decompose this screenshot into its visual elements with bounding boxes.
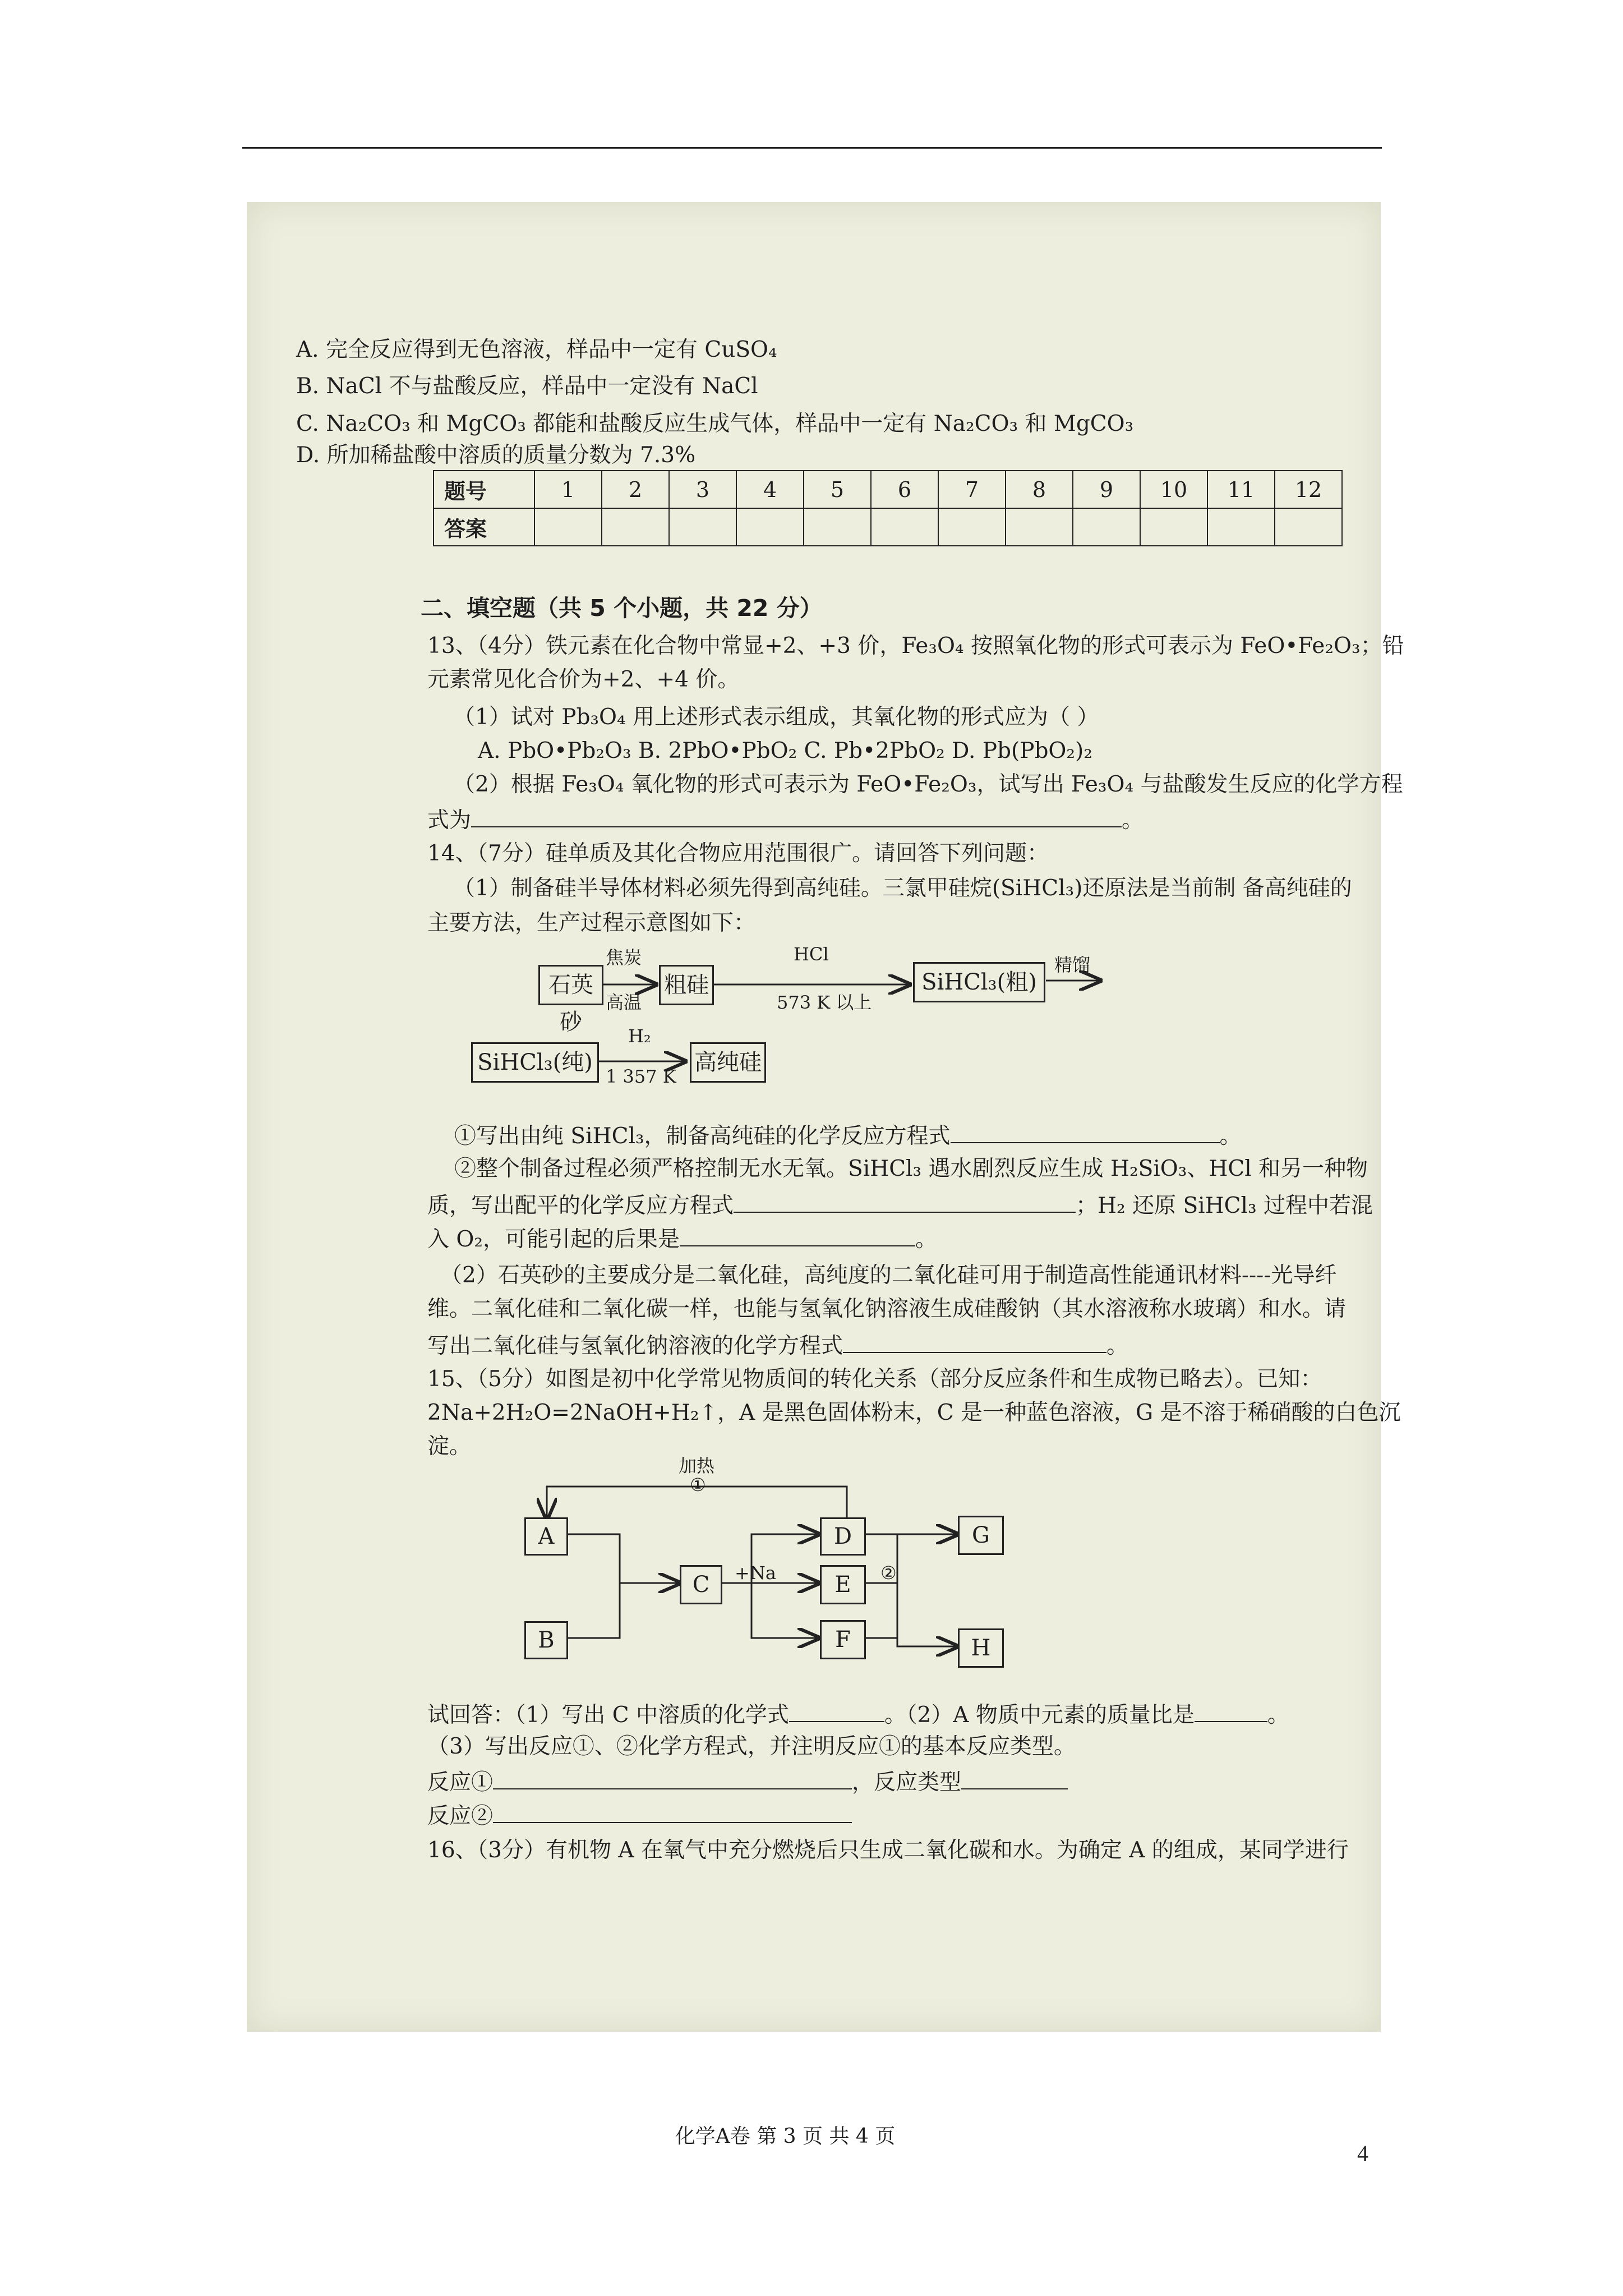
answer-blank[interactable] [1195,1700,1267,1722]
answer-table-number: 11 [1207,471,1275,508]
flow-box-sihcl3-pure: SiHCl₃(纯) [471,1042,599,1083]
period: 。 [1106,1333,1129,1359]
answer-blank[interactable] [493,1801,852,1823]
label-plus-na: +Na [735,1562,776,1584]
answer-table-number: 12 [1275,471,1342,508]
label-reaction-1: ① [690,1474,706,1496]
flow-label-hcl: HCl [794,944,829,965]
answer-table-number: 7 [938,471,1006,508]
answer-blank[interactable] [493,1767,852,1789]
q13-line1: 13、（4分）铁元素在化合物中常显+2、+3 价，Fe₃O₄ 按照氧化物的形式可表示为 FeO•Fe₂O₃；铅 [427,633,1404,659]
answer-table-number: 4 [736,471,804,508]
q15-r2-label: 反应② [427,1803,494,1829]
period: 。 [1267,1703,1289,1728]
period: 。 [1219,1124,1242,1149]
q15-ask1 [427,1700,1289,1729]
flow-box-crude-silicon: 粗硅 [659,965,714,1005]
flow-box-quartz-sand: 石英砂 [538,965,603,1005]
answer-table-number: 9 [1073,471,1140,508]
q13-line2: 元素常见化合价为+2、+4 价。 [427,667,740,692]
flow-label-high-temp: 高温 [606,992,642,1013]
scan-footer: 化学A卷 第 3 页 共 4 页 [675,2125,896,2148]
q15-line2: 2Na+2H₂O=2NaOH+H₂↑，A 是黑色固体粉末，C 是一种蓝色溶液，G 是不溶于稀硝酸的白色沉 [427,1400,1401,1425]
answer-table-number: 1 [534,471,602,508]
answer-table-number: 2 [602,471,669,508]
q14-sub2b: 维。二氧化硅和二氧化碳一样，也能与氢氧化钠溶液生成硅酸钠（其水溶液称水玻璃）和水。请 [427,1296,1347,1322]
answer-table-number: 8 [1006,471,1073,508]
q13-sub1: （1）试对 Pb₃O₄ 用上述形式表示组成，其氧化物的形式应为（ ） [453,705,1099,730]
q15-r1-label: 反应① [427,1770,494,1795]
q15-line3: 淀。 [427,1434,472,1459]
q14-sub1: （1）制备硅半导体材料必须先得到高纯硅。三氯甲硅烷(SiHCl₃)还原法是当前制 备高纯硅的 [453,876,1352,901]
q15-ask1b-text: 。（2）A 物质中元素的质量比是 [884,1703,1195,1728]
answer-table-header-label: 题号 [434,471,534,508]
section-title: 二、填空题（共 5 个小题，共 22 分） [421,595,823,622]
flow-box-sihcl3-crude: SiHCl₃(粗) [913,962,1045,1002]
q12-option-d: D. 所加稀盐酸中溶质的质量分数为 7.3% [296,443,696,468]
flow-box-pure-silicon: 高纯硅 [690,1042,766,1083]
node-g: G [958,1516,1004,1555]
answer-table-number: 10 [1140,471,1207,508]
flow-label-h2: H₂ [628,1025,651,1047]
q15-r1 [427,1767,1068,1796]
q15-line1: 15、（5分）如图是初中化学常见物质间的转化关系（部分反应条件和生成物已略去）。已知： [427,1366,1322,1392]
q12-option-c: C. Na₂CO₃ 和 MgCO₃ 都能和盐酸反应生成气体，样品中一定有 Na₂CO₃ 和 MgCO₃ [296,411,1134,436]
q14-sub2c-text: 写出二氧化硅与氢氧化钠溶液的化学方程式 [427,1333,843,1359]
flow-label-573k: 573 K 以上 [777,992,872,1013]
answer-blank[interactable] [789,1700,884,1722]
q15-ask1-text: 试回答：（1）写出 C 中溶质的化学式 [427,1703,789,1728]
q15-r1type-label: ，反应类型 [852,1770,962,1795]
q14-q1-text: ①写出由纯 SiHCl₃，制备高纯硅的化学反应方程式 [454,1124,951,1149]
q12-option-a: A. 完全反应得到无色溶液，样品中一定有 CuSO₄ [296,337,777,362]
node-c: C [680,1565,722,1604]
q14-q2: ②整个制备过程必须严格控制无水无氧。SiHCl₃ 遇水剧烈反应生成 H₂SiO₃、HCl 和另一种物 [454,1156,1368,1181]
scanned-page [247,202,1404,2148]
answer-table-number: 6 [871,471,938,508]
q14-line1: 14、（7分）硅单质及其化合物应用范围很广。请回答下列问题： [427,841,1049,866]
flow-label-coke: 焦炭 [606,947,642,968]
q13-sub2: （2）根据 Fe₃O₄ 氧化物的形式可表示为 FeO•Fe₂O₃，试写出 Fe₃O₄ 与盐酸发生反应的化学方程 [453,772,1403,797]
q13-sub2b-text: 式为 [427,808,472,833]
q14-q2d-text: 入 O₂，可能引起的后果是 [427,1227,680,1252]
q14-q2b-text: 质，写出配平的化学反应方程式 [427,1193,734,1218]
q12-option-b: B. NaCl 不与盐酸反应，样品中一定没有 NaCl [296,374,758,399]
node-h: H [958,1628,1004,1668]
node-e: E [820,1565,866,1604]
page-number: 4 [1357,2141,1368,2166]
period: 。 [915,1227,938,1252]
flow-label-distill: 精馏 [1054,954,1091,976]
q14-q2c-text: ；H₂ 还原 SiHCl₃ 过程中若混 [1076,1193,1373,1218]
answer-table-row-label: 答案 [434,508,534,546]
node-a: A [524,1517,568,1556]
answer-table-number: 3 [669,471,736,508]
q15-ask3: （3）写出反应①、②化学方程式，并注明反应①的基本反应类型。 [427,1734,1076,1759]
node-f: F [820,1620,866,1659]
label-reaction-2: ② [880,1562,897,1584]
flow-label-1357k: 1 357 K [606,1066,676,1087]
node-d: D [820,1517,866,1556]
q16-line1: 16、（3分）有机物 A 在氧气中充分燃烧后只生成二氧化碳和水。为确定 A 的组成，某同学进行 [427,1838,1349,1863]
q14-sub2: （2）石英砂的主要成分是二氧化硅，高纯度的二氧化硅可用于制造高性能通讯材料----光导纤 [440,1263,1337,1288]
q13-choices: A. PbO•Pb₂O₃ B. 2PbO•PbO₂ C. Pb•2PbO₂ D. Pb(PbO₂)₂ [478,738,1092,763]
answer-blank[interactable] [961,1767,1068,1789]
q14-sub1b: 主要方法，生产过程示意图如下： [427,910,756,936]
header-rule [242,147,1382,149]
answer-table-number: 5 [804,471,871,508]
node-b: B [524,1621,568,1659]
q15-r2 [427,1801,852,1830]
label-heat: 加热 [679,1455,715,1476]
period: 。 [1122,808,1144,833]
